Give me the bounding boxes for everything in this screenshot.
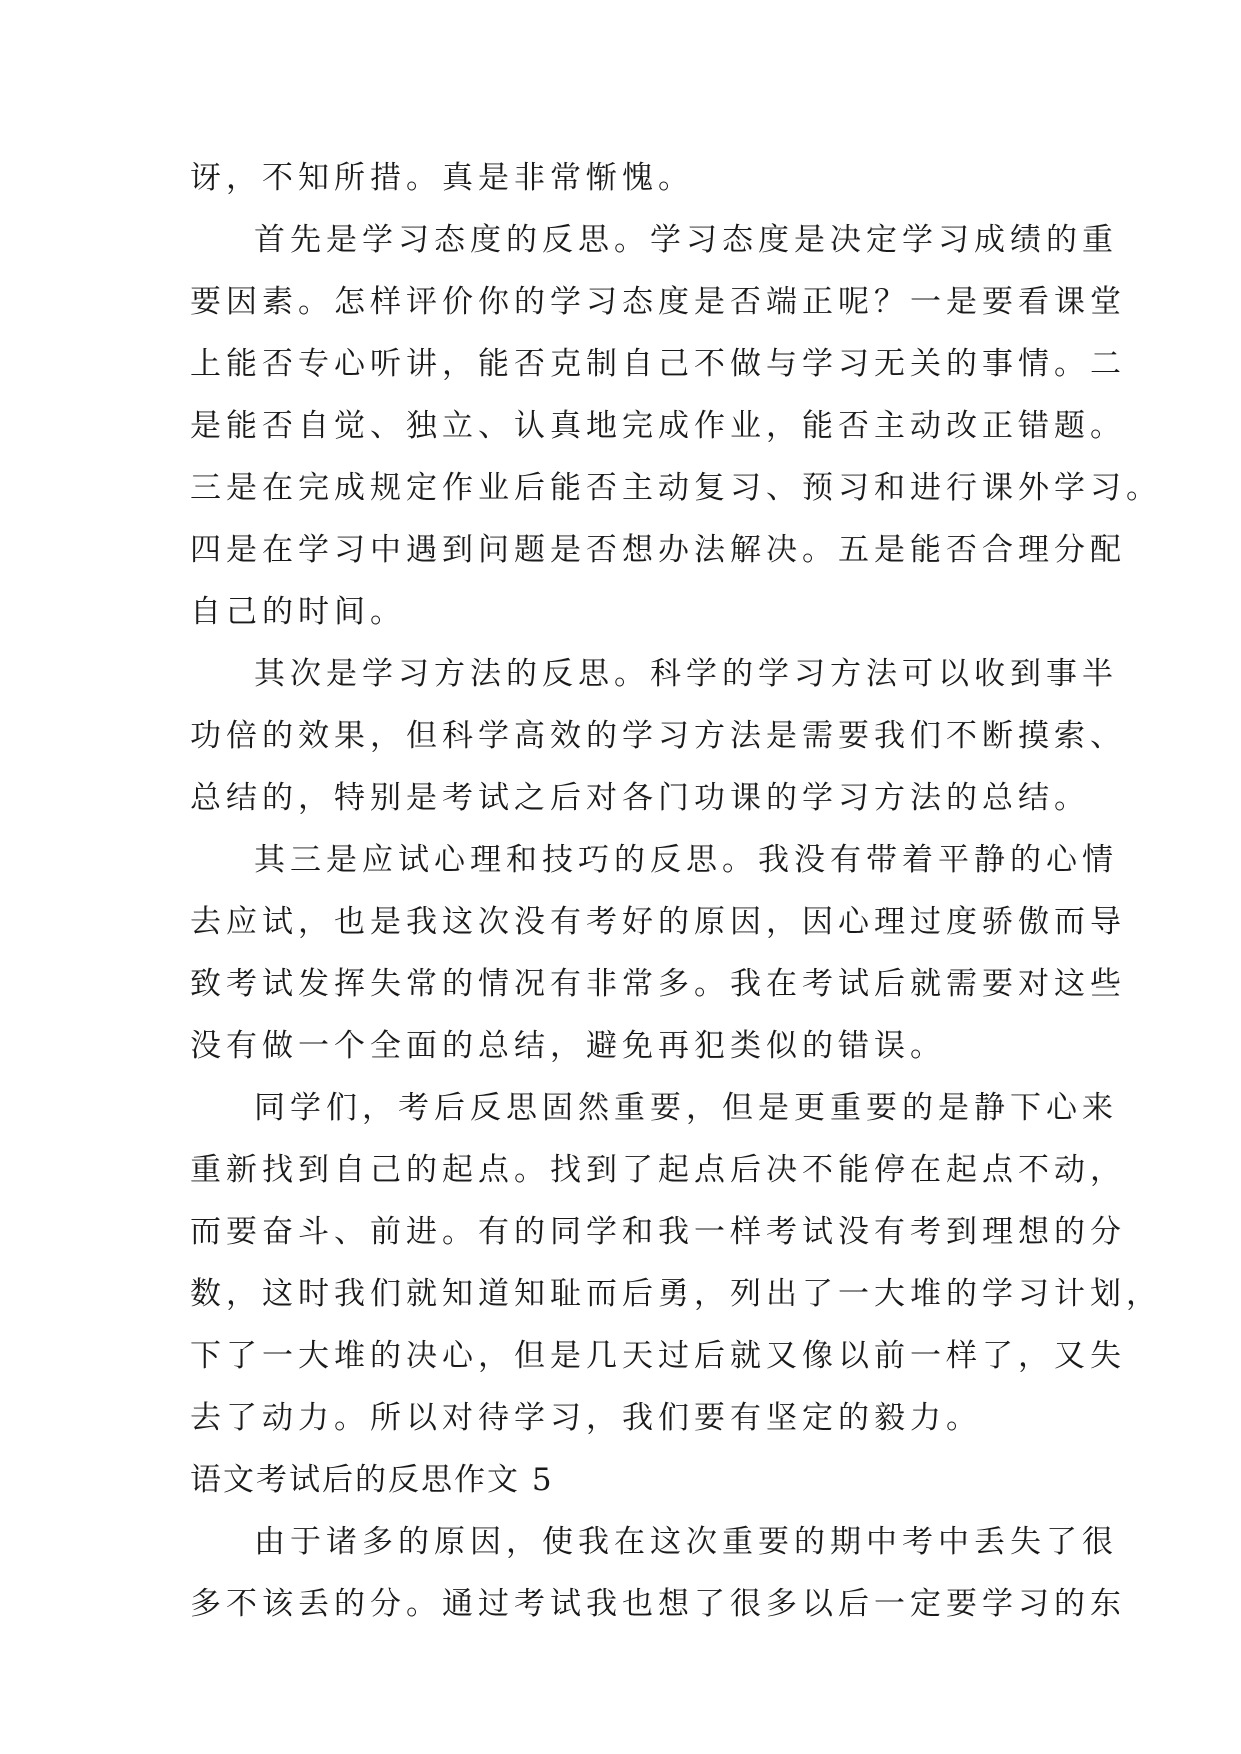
text-line: 数，这时我们就知道知耻而后勇，列出了一大堆的学习计划，	[190, 1276, 1162, 1312]
paragraph-start: 由于诸多的原因，使我在这次重要的期中考中丢失了很	[254, 1524, 1118, 1560]
text-line: 是能否自觉、独立、认真地完成作业，能否主动改正错题。	[190, 408, 1126, 444]
text-line: 下了一大堆的决心，但是几天过后就又像以前一样了，又失	[190, 1338, 1126, 1374]
text-line: 要因素。怎样评价你的学习态度是否端正呢？一是要看课堂	[190, 284, 1126, 320]
text-line: 功倍的效果，但科学高效的学习方法是需要我们不断摸索、	[190, 718, 1126, 754]
paragraph-start: 其次是学习方法的反思。科学的学习方法可以收到事半	[254, 656, 1118, 692]
text-line: 上能否专心听讲，能否克制自己不做与学习无关的事情。二	[190, 346, 1126, 382]
text-line: 自己的时间。	[190, 594, 406, 630]
text-line: 讶，不知所措。真是非常惭愧。	[190, 160, 694, 196]
text-line: 三是在完成规定作业后能否主动复习、预习和进行课外学习。	[190, 470, 1162, 506]
paragraph-start: 其三是应试心理和技巧的反思。我没有带着平静的心情	[254, 842, 1118, 878]
text-line: 而要奋斗、前进。有的同学和我一样考试没有考到理想的分	[190, 1214, 1126, 1250]
paragraph-start: 同学们，考后反思固然重要，但是更重要的是静下心来	[254, 1090, 1118, 1126]
text-line: 四是在学习中遇到问题是否想办法解决。五是能否合理分配	[190, 532, 1126, 568]
text-line: 多不该丢的分。通过考试我也想了很多以后一定要学习的东	[190, 1586, 1126, 1622]
text-line: 没有做一个全面的总结，避免再犯类似的错误。	[190, 1028, 946, 1064]
section-heading: 语文考试后的反思作文 5	[190, 1462, 554, 1498]
paragraph-start: 首先是学习态度的反思。学习态度是决定学习成绩的重	[254, 222, 1118, 258]
text-line: 去了动力。所以对待学习，我们要有坚定的毅力。	[190, 1400, 982, 1436]
text-line: 重新找到自己的起点。找到了起点后决不能停在起点不动，	[190, 1152, 1126, 1188]
text-line: 去应试，也是我这次没有考好的原因，因心理过度骄傲而导	[190, 904, 1126, 940]
text-line: 总结的，特别是考试之后对各门功课的学习方法的总结。	[190, 780, 1090, 816]
text-line: 致考试发挥失常的情况有非常多。我在考试后就需要对这些	[190, 966, 1126, 1002]
